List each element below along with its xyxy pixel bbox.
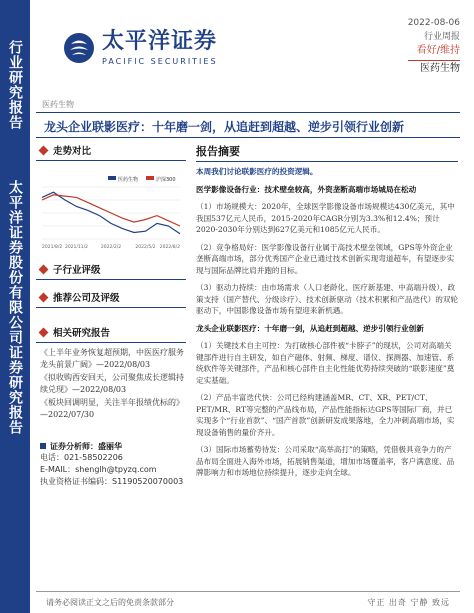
list-item[interactable]: 《拟收购西安回天，公司聚焦成长逻辑持续兑现》—2022/08/03 [40,373,184,394]
sidebar-recommend-section [36,290,186,311]
report-date: 2022-08-06 [407,18,460,28]
related-section-head [36,325,186,339]
trend-head-label: 走势对比 [53,146,92,157]
summary-subhead-2: 龙头企业联影医疗：十年磨一剑，从追赶到超越、逆步引领行业创新 [196,323,424,333]
rating-section-head [36,262,186,276]
sidebar [36,143,186,164]
sector-tag: 医药生物 [42,100,74,109]
x-tick-label: 2021/11/2 [64,245,89,250]
summary-heading: 报告摘要 [196,143,458,162]
diamond-icon [39,264,49,274]
analyst-info [40,440,186,488]
company-logo [62,30,218,66]
rating-head-label: 子行业评级 [53,265,101,276]
summary-subhead-1: 医学影像设备行业：技术壁垒较高，外资垄断高端市场城局在松动 [196,184,417,194]
legend-label: 沪深300 [156,177,176,183]
logo-mark-icon [62,31,96,65]
logo-name-cn: 太平洋证券 [102,29,218,54]
diamond-icon [39,327,49,337]
summary-paragraph: （2）产品丰富迭代快：公司已经构建涵盖MR、CT、XR、PET/CT、PET/MR、RT等完整的产品线布局，产品性能指标达GPS等国际厂商，并已实现多个“行业首款”、“国产首款”创新研发成果落地，全力冲刺高端市场，实现设备销售的量价齐升。 [196,393,455,437]
analyst-cert: 执业资格证书编码：S1190520070003 [40,477,184,486]
diamond-icon [39,145,49,155]
page-title: 龙头企业联影医疗：十年磨一剑，从追赶到超越、逆步引领行业创新 [44,120,405,134]
divider [36,342,186,343]
page-footer [36,591,460,613]
summary-paragraph: （2）竞争格局好：医学影像设备行业属于高技术壁垒领域，GPS等外资企业垄断高端市场，部分优秀国产企业已通过技术创新实现弯道超车，有望逐步实现与国际品牌比肩并跑的目标。 [196,242,455,275]
left-side-band [0,0,30,613]
x-tick-label: 2022/2/2 [100,245,122,250]
recommend-section-head [36,290,186,304]
footer-motto: 守正 出奇 宁静 致远 [367,598,450,607]
recommend-head-label: 推荐公司及评级 [53,293,120,304]
analyst-name: 证券分析师：盛丽华 [50,441,122,451]
footer-disclaimer: 请务必阅读正文之后的免责条款部分 [46,598,174,607]
trend-section-head [36,143,186,157]
legend-swatch [146,176,154,180]
divider [36,279,186,280]
trend-chart [38,173,184,253]
report-header-info [408,16,460,76]
summary-paragraph: （1）市场规模大：2020年，全球医学影像设备市场规模达430亿美元，其中我国537亿元人民币，2015-2020年CAGR分别为3.3%和12.4%；预计2020-2030年分别达到627亿美元和1085亿元人民币。 [196,202,455,234]
legend-label: 医药生物 [118,177,139,183]
sector-label: 医药生物 [408,60,460,76]
summary-paragraph: （1）关键技术自主可控：为打破核心部件被“卡脖子”的现状，公司对高端关键部件进行自主研发，如自产磁体、射频、梯度、谱仪、探测器、加速管、系统软件等关键部件，产品和核心部件自主化性能优势持续突破的“联影速度”奠定实基础。 [196,341,455,385]
summary-paragraph: （3）国际市场蓄势待发：公司采取“高举高打”的策略，凭借极具竞争力的产品布局全面进入海外市场，拓展销售渠道，增加市场覆盖率，客户满意度、品牌影响力和市场地位持续提升，逐步走向全球。 [196,445,455,477]
x-tick-label: 2021/8/2 [42,245,63,250]
sidebar-rating-section [36,262,186,283]
list-item[interactable]: 《板块回调明显，关注半年报绩优标的》—2022/07/30 [40,398,184,419]
divider [36,307,186,308]
legend-swatch [108,176,116,180]
report-type: 行业周报 [423,32,460,42]
rating-badge: 看好/维持 [416,45,460,56]
logo-name-en: PACIFIC SECURITIES [102,57,218,66]
related-head-label: 相关研究报告 [53,328,111,339]
report-summary [196,143,458,485]
summary-intro: 本周我们讨论联影医疗的投资逻辑。 [196,167,318,176]
diamond-icon [39,292,49,302]
divider [36,160,186,161]
x-tick-label: 2022/5/2 [135,245,156,250]
sidebar-related-section [36,325,186,346]
related-reports-list [40,347,186,422]
analyst-phone: 电话：021-58502206 [40,453,123,462]
list-item[interactable]: 《上半年业务恢复超预期，中医医疗服务龙头前景广阔》—2022/08/03 [40,348,184,369]
x-tick-label: 2022/8/2 [159,245,180,250]
square-icon [40,443,46,449]
analyst-email[interactable]: E-MAIL：shenglh@tpyzq.com [40,465,157,474]
summary-paragraph: （3）驱动力持续：由市场需求（人口老龄化、医疗新基建、中高端升级）、政策支持（国产替代、分级诊疗）、技术创新驱动（技术积累和产品迭代）的双轮驱动下，中国影像设备市场有望迎来新机遇。 [196,283,458,315]
band-company-text: 太平洋证券股份有限公司证券研究报告 [7,180,23,435]
band-top-text: 行业研究报告 [7,40,23,130]
series-line-1 [42,195,180,226]
